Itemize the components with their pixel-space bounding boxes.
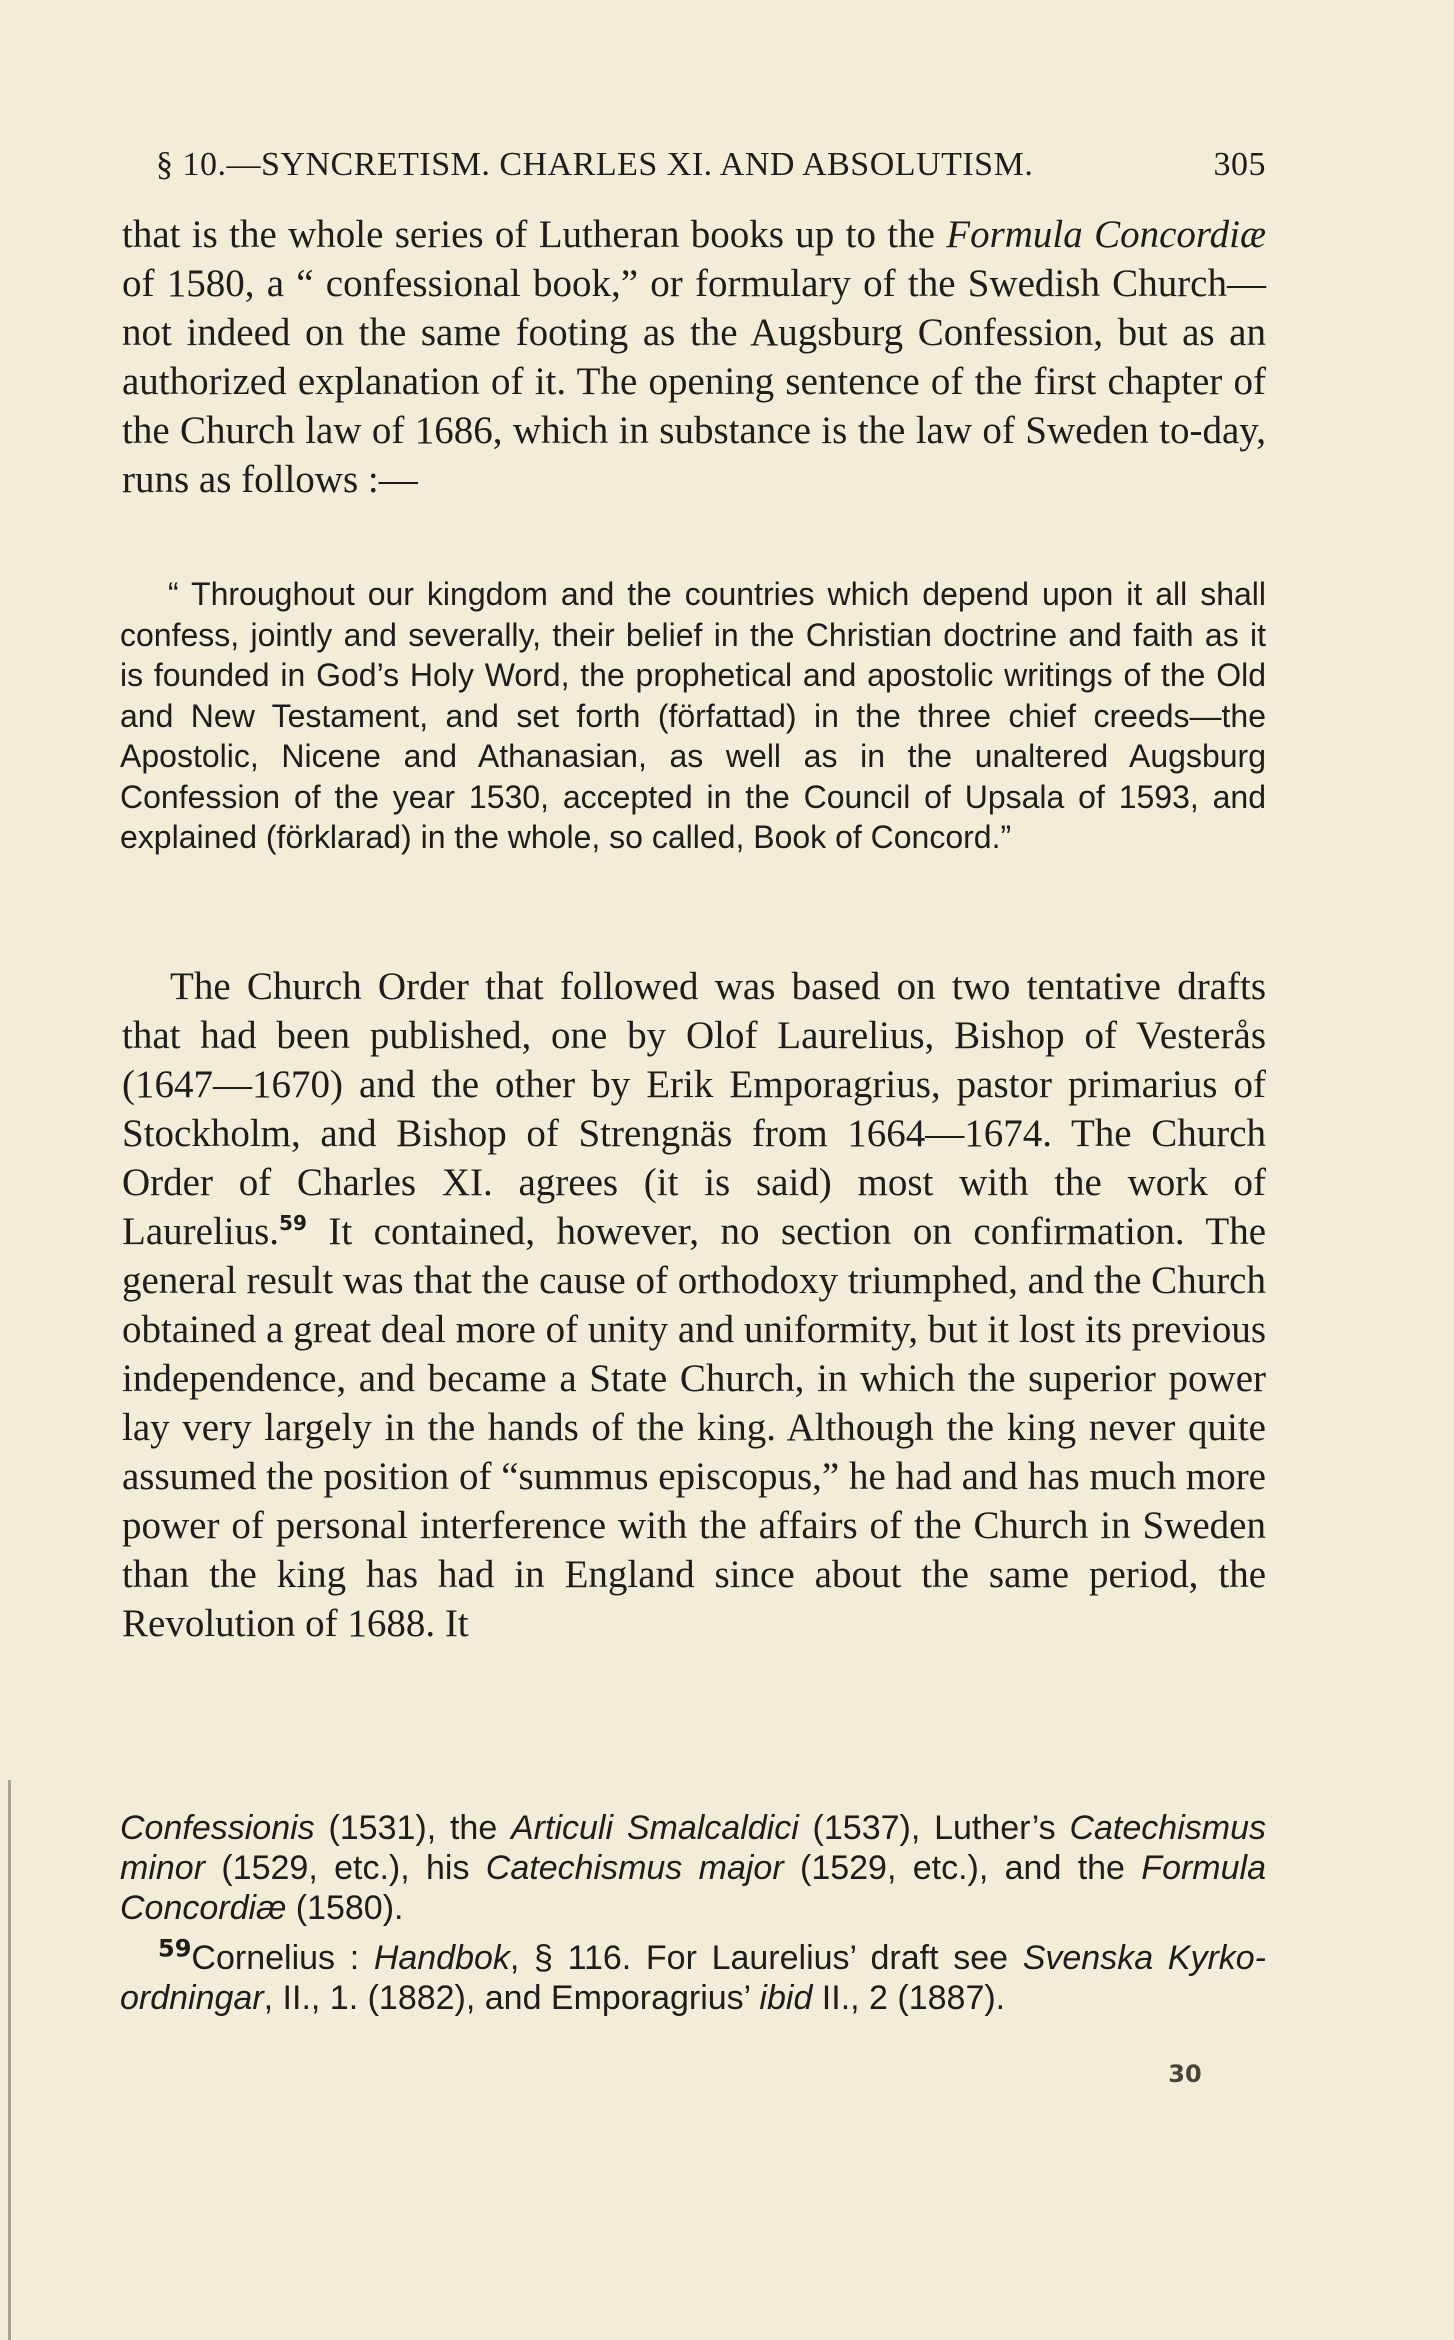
footnote-59-mark: 59 (158, 1934, 192, 1963)
paragraph-2 (122, 962, 1266, 1648)
paragraph-1 (122, 210, 1266, 504)
paragraph-2-part-b: It contained, however, no section on confirmation. The general result was that the cause of orthodoxy triumphed, and the Church obtained a great deal more of unity and uniformity, but it lost its previous independence, and became a State Church, in which the superior power lay very largely in the hands of the king. Although the king never quite assumed the position of “summus episcopus,” he had and has much more power of personal interference with the affairs of the Church in Sweden than the king has had in England since about the same period, the Revolution of 1688. It (122, 1210, 1266, 1645)
footnote-59-text-1: Cornelius : (191, 1939, 374, 1977)
running-header (156, 146, 1266, 192)
page-number: 305 (1213, 146, 1266, 183)
footnote-59-text-4: II., 2 (1887). (812, 1979, 1006, 2017)
footnote-text-2: (1537), Luther’s (798, 1809, 1070, 1847)
paragraph-1-formula: Formula Concordiæ (946, 213, 1266, 256)
footnote-continuation (120, 1808, 1266, 1928)
footnote-text-4: (1529, etc.), and the (783, 1849, 1142, 1887)
footnote-text-5: (1580). (286, 1889, 404, 1927)
footnotes (120, 1808, 1266, 2018)
footnote-text-3: (1529, etc.), his (205, 1849, 486, 1887)
footnote-formula: Formula Concordiæ (120, 1849, 1266, 1927)
header-title: § 10.—SYNCRETISM. CHARLES XI. AND ABSOLUTISM. (156, 146, 1034, 183)
footnote-59-ibid: ibid (759, 1979, 813, 2017)
footnote-catechismus-minor: Catechismus minor (120, 1809, 1266, 1887)
block-quote (120, 574, 1266, 858)
paragraph-2-text (122, 962, 1266, 1648)
footnote-59-handbok: Handbok (373, 1939, 510, 1977)
footnote-59-svenska: Svenska Kyrko-ordningar (120, 1939, 1267, 2017)
paragraph-1-text (122, 210, 1266, 504)
footnote-confessionis: Confessionis (120, 1809, 315, 1847)
footnote-articuli: Articuli Smalcaldici (511, 1809, 799, 1847)
paragraph-1-part-b: of 1580, a “ confessional book,” or formulary of the Swedish Church—not indeed on the same footing as the Augsburg Confession, but as an authorized explanation of it. The opening sentence of the first chapter of the Church law of 1686, which in substance is the law of Sweden to-day, runs as follows :— (122, 262, 1266, 501)
block-quote-text: “ Throughout our kingdom and the countries which depend upon it all shall confess, jointly and severally, their belief in the Christian doctrine and faith as it is founded in God’s Holy Word, the prophetical and apostolic writings of the Old and New Testament, and set forth (författad) in the three chief creeds—the Apostolic, Nicene and Athanasian, as well as in the unaltered Augsburg Confession of the year 1530, accepted in the Council of Upsala of 1593, and explained (förklarad) in the whole, so called, Book of Concord.” (120, 576, 1266, 855)
footnote-59-text-2: , § 116. For Laurelius’ draft see (509, 1939, 1023, 1977)
footnote-59 (120, 1934, 1267, 2018)
scan-edge-line (8, 1780, 11, 2340)
footnote-59-text-3: , II., 1. (1882), and Emporagrius’ (263, 1979, 760, 2017)
paragraph-2-part-a: The Church Order that followed was based on two tentative drafts that had been published, one by Olof Laurelius, Bishop of Vesterås (1647—1670) and the other by Erik Emporagrius, pastor primarius of Stockholm, and Bishop of Strengnäs from 1664—1674. The Church Order of Charles XI. agrees (it is said) most with the work of Laurelius. (122, 965, 1266, 1253)
signature-mark: 30 (1168, 2060, 1202, 2088)
paragraph-1-part-a: that is the whole series of Lutheran books up to the (122, 213, 947, 256)
footnote-reference-59: 59 (279, 1211, 307, 1235)
footnote-catechismus-major: Catechismus major (485, 1849, 784, 1887)
footnote-text-1: (1531), the (314, 1809, 512, 1847)
